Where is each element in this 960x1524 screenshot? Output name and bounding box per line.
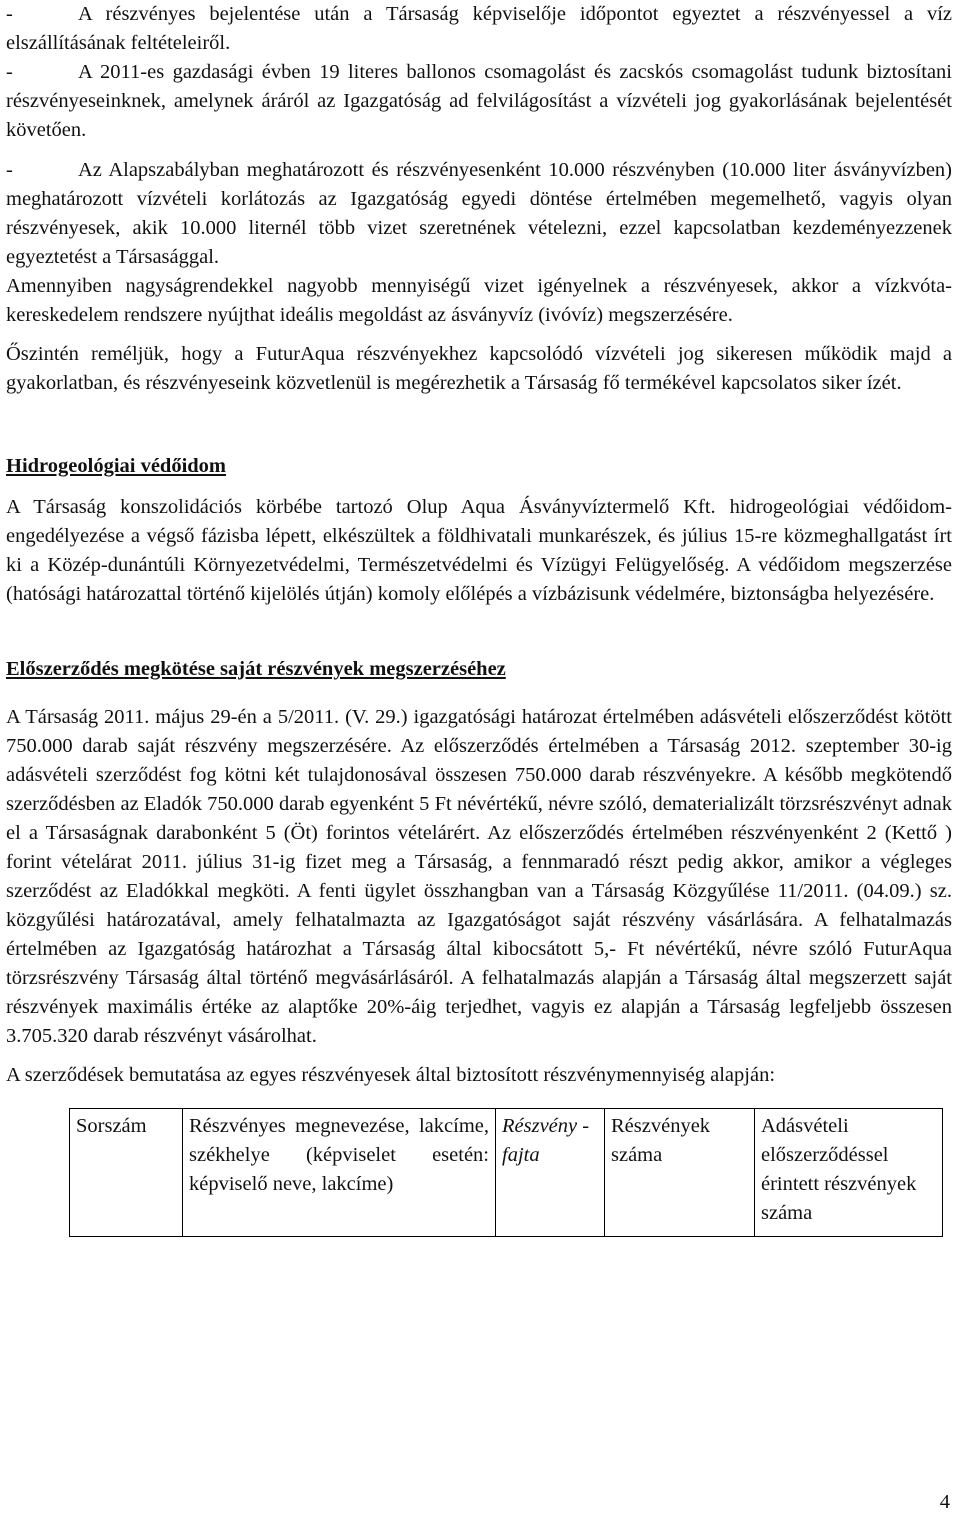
contracts-table [69,1108,943,1237]
bullet-text: A részvényes bejelentése után a Társaság képviselője időpontot egyeztet a részvényessel a víz elszállításának feltételeiről. [6,3,952,54]
header-cell-szama: Részvények száma [605,1109,755,1237]
page-number: 4 [939,1491,950,1513]
bullet-dash: - [6,3,13,25]
header-cell-sorszam: Sorszám [70,1109,183,1237]
section-heading-eloszerzodes: Előszerződés megkötése saját részvények megszerzéséhez [6,658,506,680]
bullet-item [6,156,952,272]
section-body-eloszerzodes: A Társaság 2011. május 29-én a 5/2011. (V. 29.) igazgatósági határozat értelmében adásvételi előszerződést kötött 750.000 darab saját részvény megszerzésére. Az előszerződés értelmében a Társaság 2012. szeptember 30-ig adásvételi szerződést fog kötni két tulajdonosával összesen 750.000 darab részvényekre. A később megkötendő szerződésben az Eladók 750.000 darab egyenként 5 Ft névértékű, névre szóló, dematerializált törzsrészvényt adnak el a Társaságnak darabonként 5 (Öt) forintos vételárért. Az előszerződés értelmében részvényenként 2 (Kettő ) forint vételárat 2011. július 31-ig fizet meg a Társaság, a fennmaradó részt pedig akkor, amikor a végleges szerződést az Eladókkal megköti. A fenti ügylet összhangban van a Társaság Közgyűlése 11/2011. (04.09.) sz. közgyűlési határozatával, amely felhatalmazta az Igazgatóságot saját részvény vásárlására. A felhatalmazás értelmében az Igazgatóság határozhat a Társaság által kibocsátott 5,- Ft névértékű, névre szóló FuturAqua törzsrészvény Társaság által történő megvásárlásáról. A felhatalmazás alapján a Társaság által megszerzett saját részvények maximális értéke az alaptőke 20%-áig terjedhet, vagyis ez alapján a Társaság legfeljebb összesen 3.705.320 darab részvényt vásárolhat. [6,706,952,1047]
bullet-item [6,0,952,58]
paragraph-amennyiben: Amennyiben nagyságrendekkel nagyobb mennyiségű vizet igényelnek a részvényesek, akkor a vízkvóta-kereskedelem rendszere nyújthat ideális megoldást az ásványvíz (ivóvíz) megszerzésére. [6,275,952,326]
table-header-row [70,1109,943,1237]
header-cell-reszvenyes: Részvényes megnevezése, lakcíme, székhelye (képviselet esetén: képviselő neve, lakcíme) [183,1109,496,1237]
document-page [6,0,952,1237]
header-cell-erintett: Adásvételi előszerződéssel érintett részvények száma [755,1109,943,1237]
bullet-dash: - [6,61,13,83]
section-heading-vedoidom: Hidrogeológiai védőidom [6,455,227,477]
bullet-text: A 2011-es gazdasági évben 19 literes ballonos csomagolást és zacskós csomagolást tudunk biztosítani részvényeseinknek, amelynek áráról az Igazgatóság ad felvilágosítást a vízvételi jog gyakorlásának bejelentését követően. [6,61,952,141]
bullet-item [6,58,952,145]
header-cell-fajta: Részvény -fajta [496,1109,605,1237]
section-body-vedoidom: A Társaság konszolidációs körbébe tartozó Olup Aqua Ásványvíztermelő Kft. hidrogeológiai védőidom-engedélyezése a végső fázisba lépett, elkészültek a földhivatali munkarészek, és július 15-re közmeghallgatást írt ki a Közép-dunántúli Környezetvédelmi, Természetvédelmi és Vízügyi Felügyelőség. A védőidom megszerzése (hatósági határozattal történő kijelölés útján) komoly előlépés a vízbázisunk védelmére, biztonságba helyezésére. [6,496,952,605]
paragraph-oszinten: Őszintén reméljük, hogy a FuturAqua részvényekhez kapcsolódó vízvételi jog sikeresen működik majd a gyakorlatban, és részvényeseink közvetlenül is megérezhetik a Társaság fő termékével kapcsolatos siker ízét. [6,343,952,394]
bullet-dash: - [6,159,13,181]
table-intro: A szerződések bemutatása az egyes részvényesek által biztosított részvénymennyiség alapján: [6,1064,776,1086]
bullet-text: Az Alapszabályban meghatározott és részvényesenként 10.000 részvényben (10.000 liter ásványvízben) meghatározott vízvételi korlátozás az Igazgatóság egyedi döntése értelmében megemelhető, vagyis olyan részvényesek, akik 10.000 liternél több vizet szeretnének vételezni, ezzel kapcsolatban kezdeményezzenek egyeztetést a Társasággal. [6,159,952,268]
